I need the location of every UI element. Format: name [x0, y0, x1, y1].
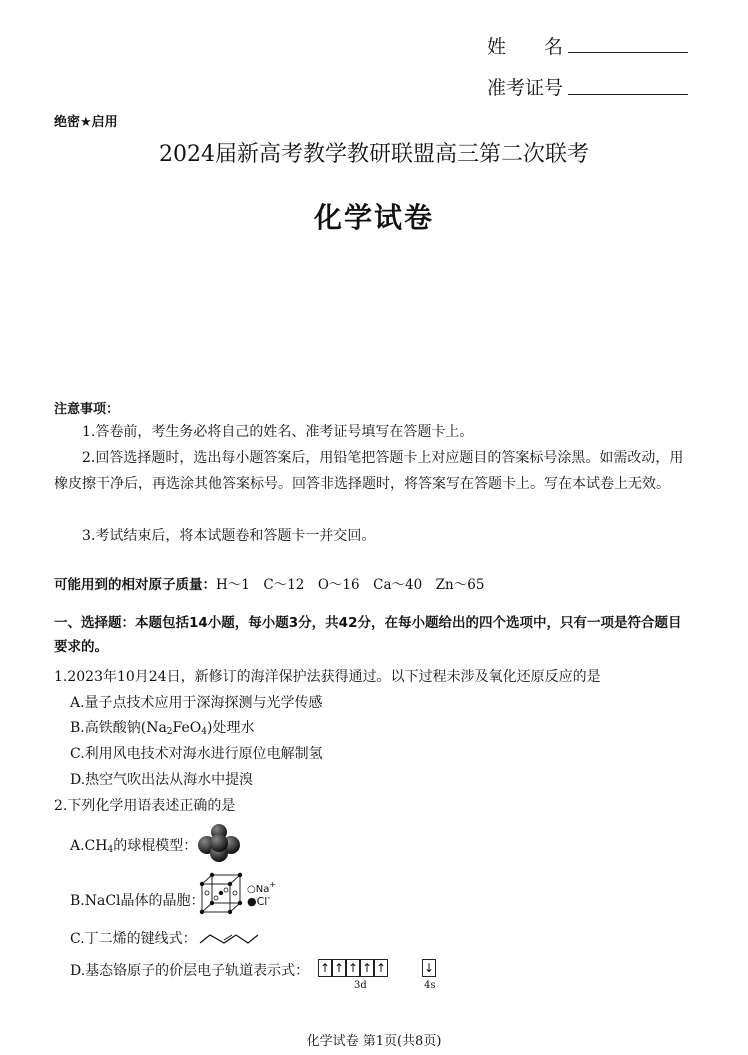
- q1-b-sub2: 4: [201, 727, 207, 737]
- q1-option-b: [70, 717, 254, 737]
- subject-title: 化学试卷: [313, 201, 434, 234]
- atomic-masses-values: H～1 C～12 O～16 Ca～40 Zn～65: [216, 577, 485, 593]
- q1-option-c: C.利用风电技术对海水进行原位电解制氢: [70, 746, 323, 762]
- notice-item-2: 2.回答选择题时，选出每小题答案后，用铅笔把答题卡上对应题目的答案标号涂黑。如需改动，用橡皮擦干净后，再选涂其他答案标号。回答非选择题时，将答案写在答题卡上。写在本试卷上无效。: [54, 450, 684, 492]
- ch4-ball-stick-model: [196, 822, 242, 864]
- q1-b-post: )处理水: [206, 720, 255, 736]
- q1-option-d: D.热空气吹出法从海水中提溴: [70, 772, 254, 788]
- secret-mark: 绝密★启用: [54, 115, 118, 130]
- notice-item-1: 1.答卷前，考生务必将自己的姓名、准考证号填写在答题卡上。: [82, 424, 474, 440]
- notice-heading: 注意事项：: [54, 402, 120, 417]
- q1-option-a: A.量子点技术应用于深海探测与光学传感: [70, 695, 323, 711]
- cl-charge: -: [267, 893, 271, 902]
- notice-item-3: 3.考试结束后，将本试题卷和答题卡一并交回。: [82, 528, 376, 544]
- na-charge: +: [269, 880, 277, 889]
- orbital-4s-box: ↓: [423, 961, 435, 975]
- atomic-masses-label: 可能用到的相对原子质量：: [54, 577, 216, 593]
- nacl-legend-cl: [247, 893, 270, 908]
- orbital-3d-box: ↑: [333, 961, 345, 975]
- orbital-3d-box: ↑: [347, 961, 359, 975]
- q2-option-b: B.NaCl晶体的晶胞：: [70, 893, 205, 909]
- q1-b-text: B.高铁酸钠(Na: [70, 720, 167, 736]
- page-footer: 化学试卷 第1页(共8页): [306, 1034, 442, 1049]
- nacl-unit-cell: [198, 872, 244, 918]
- orbital-label-3d: 3d: [354, 980, 367, 991]
- name-label: 姓 名: [487, 36, 564, 58]
- cl-filled-circle-icon: ●: [247, 895, 257, 908]
- orbital-label-4s: 4s: [424, 980, 436, 991]
- q2-option-c: C.丁二烯的键线式：: [70, 931, 197, 947]
- cl-label: Cl: [256, 895, 268, 908]
- orbital-3d-box: ↑: [375, 961, 387, 975]
- q1-stem: 1.2023年10月24日，新修订的海洋保护法获得通过。以下过程未涉及氧化还原反应的是: [54, 669, 601, 685]
- na-open-circle-icon: ○: [247, 884, 256, 895]
- exam-title: 2024届新高考教学教研联盟高三第二次联考: [159, 142, 589, 167]
- q2-a-post: 的球棍模型：: [113, 838, 198, 854]
- section-one-heading: 一、选择题：本题包括14小题，每小题3分，共42分，在每小题给出的四个选项中，只有一项是符合题目要求的。: [54, 615, 682, 655]
- q2-a-sub: 4: [107, 845, 114, 855]
- butadiene-skeletal-formula: [198, 929, 260, 947]
- q2-option-a: [70, 835, 197, 855]
- q2-option-d: D.基态铬原子的价层电子轨道表示式：: [70, 963, 310, 979]
- q2-stem: 2.下列化学用语表述正确的是: [54, 798, 236, 814]
- name-field[interactable]: [568, 52, 688, 53]
- atomic-masses: [54, 573, 484, 593]
- q1-b-sub1: 2: [166, 727, 173, 737]
- q1-b-mid: FeO: [172, 720, 202, 736]
- ticket-label: 准考证号: [487, 77, 564, 99]
- na-label: Na: [255, 884, 270, 895]
- orbital-3d-box: ↑: [361, 961, 373, 975]
- q2-a-text: A.CH: [70, 838, 108, 854]
- orbital-3d-box: ↑: [319, 961, 331, 975]
- ticket-number-field[interactable]: [568, 94, 688, 95]
